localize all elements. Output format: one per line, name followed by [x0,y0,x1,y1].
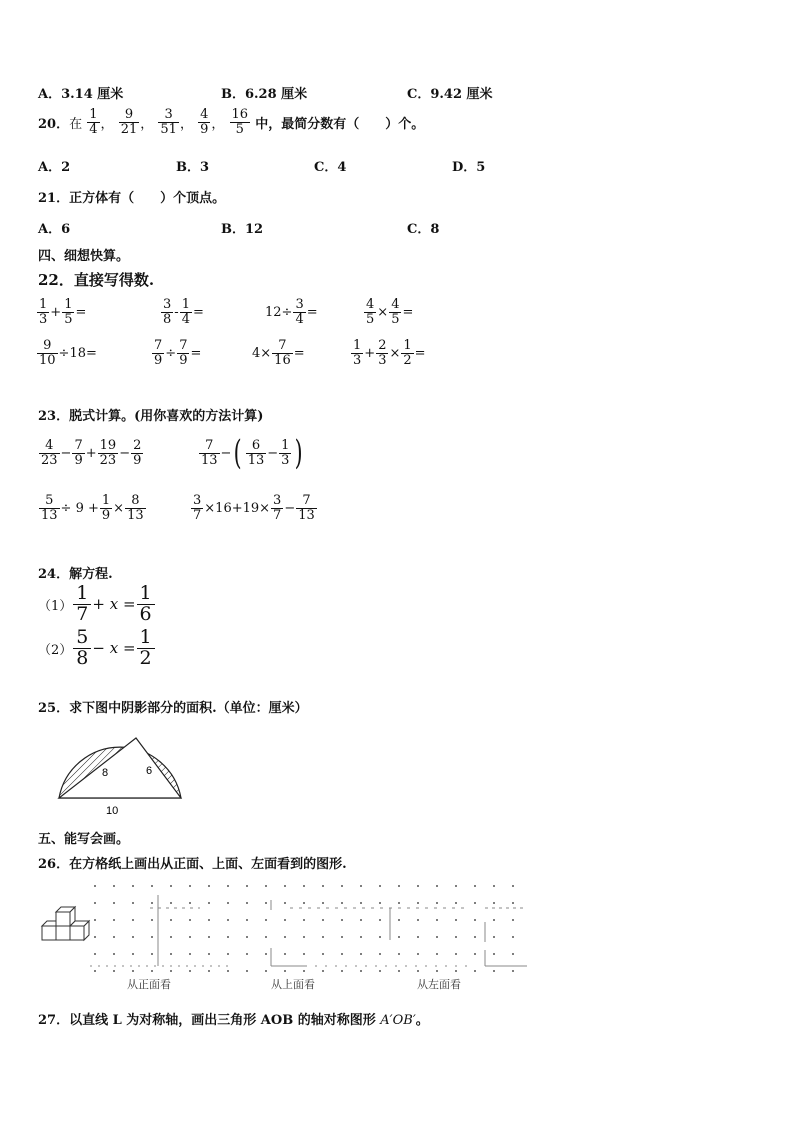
q22-r2-e1: $\frac{9}{10}$ ÷18= [39,338,97,368]
q24-equation-1: （1） $\frac{1}{7}$ + x = $\frac{1}{6}$ [38,584,156,625]
grid-dot [284,953,286,955]
grid-dot [417,919,419,921]
q21-option-c: C．8 [407,222,440,237]
q20-fraction-2: $\frac{9}{21}$ [120,107,138,137]
grid-dot [379,970,381,972]
grid-dot [227,970,229,972]
grid-dot [151,953,153,955]
grid-dot [170,953,172,955]
grid-dot [512,953,514,955]
grid-dot [455,970,457,972]
grid-dot [94,919,96,921]
grid-dot [398,953,400,955]
grid-dot [436,953,438,955]
grid-dot [322,902,324,904]
grid-dot [113,919,115,921]
grid-dot [436,902,438,904]
grid-dot [246,953,248,955]
q22-r1-e1: $\frac{1}{3}$ + $\frac{1}{5}$ = [39,297,87,327]
grid-dot [303,970,305,972]
grid-dot [132,885,134,887]
grid-dot [246,919,248,921]
q20-question: 20．在 $\frac{1}{4}$ ， $\frac{9}{21}$ ， $\frac{3}{51}$ ， $\frac{4}{9}$ ， $\frac{16}{5}$ 中，最简分数有（ ）个。 [38,107,425,137]
q23-expr-2: $\frac{7}{13}$ −( $\frac{6}{13}$ − $\frac{1}{3}$ ) [201,433,304,473]
grid-dot [379,919,381,921]
caption-left-view: 从左面看 [417,978,461,991]
grid-dot [189,970,191,972]
dot-grid-paper [90,880,530,974]
q20-number: 20． [38,116,70,132]
grid-dot [417,936,419,938]
grid-dot [227,885,229,887]
grid-dot [113,885,115,887]
q20-suffix: 中，最简分数有（ ）个。 [255,116,425,132]
q20-option-b: B．3 [176,160,210,175]
grid-dot [417,885,419,887]
grid-dot [398,919,400,921]
grid-dot [303,919,305,921]
grid-dot [436,885,438,887]
q22-r1-e3: 12÷ $\frac{3}{4}$ = [265,297,318,327]
grid-dot [436,936,438,938]
grid-dot [512,919,514,921]
grid-dot [132,953,134,955]
q27-text: 27．以直线 L 为对称轴，画出三角形 AOB 的轴对称图形 [38,1013,376,1028]
q20-prefix: 在 [69,116,83,132]
q26-title: 26．在方格纸上画出从正面、上面、左面看到的图形. [38,857,347,872]
grid-dot [512,902,514,904]
grid-dot [94,936,96,938]
grid-dot [113,970,115,972]
grid-dot [398,902,400,904]
grid-dot [284,885,286,887]
grid-dot [208,970,210,972]
grid-dot [360,902,362,904]
grid-dot [94,970,96,972]
grid-dot [113,953,115,955]
grid-dot [379,902,381,904]
grid-dot [341,885,343,887]
q27-math: A′OB′ [380,1013,416,1028]
grid-dot [265,885,267,887]
grid-dot [170,885,172,887]
grid-dot [208,936,210,938]
q22-title: 22．直接写得数. [38,271,155,289]
grid-dot [398,936,400,938]
grid-dot [379,885,381,887]
q20-option-c: C．4 [314,160,347,175]
grid-dot [322,970,324,972]
grid-dot [474,919,476,921]
q20-fraction-4: $\frac{4}{9}$ [200,107,209,137]
grid-dot [151,902,153,904]
grid-dot [94,953,96,955]
grid-dot [455,885,457,887]
grid-dot [246,885,248,887]
q21-option-b: B．12 [221,222,264,237]
grid-dot [493,936,495,938]
grid-dot [284,936,286,938]
q19-option-b: B．6.28 厘米 [221,87,308,102]
q21-question: 21．正方体有（ ）个顶点。 [38,191,226,206]
section-4-heading: 四、细想快算。 [38,249,130,264]
caption-top-view: 从上面看 [271,978,315,991]
grid-dot [455,953,457,955]
grid-dot [303,902,305,904]
grid-dot [398,885,400,887]
grid-dot [208,885,210,887]
grid-dot [322,919,324,921]
grid-dot [455,919,457,921]
grid-dot [246,902,248,904]
grid-dot [493,953,495,955]
q20-fraction-5: $\frac{16}{5}$ [231,107,249,137]
grid-dot [322,953,324,955]
grid-dot [227,936,229,938]
grid-dot [132,902,134,904]
grid-dot [303,953,305,955]
grid-dot [455,902,457,904]
grid-dot [360,936,362,938]
grid-dot [493,885,495,887]
grid-dot [417,953,419,955]
grid-dot [132,936,134,938]
grid-dot [417,902,419,904]
q27-question: 27．以直线 L 为对称轴，画出三角形 AOB 的轴对称图形 A′OB′。 [38,1013,429,1028]
grid-dot [512,885,514,887]
q19-option-c: C．9.42 厘米 [407,87,493,102]
grid-dot [341,902,343,904]
grid-dot [360,970,362,972]
grid-dot [303,885,305,887]
grid-dot [189,936,191,938]
q20-option-a: A．2 [38,160,71,175]
q25-label-6: 6 [146,765,153,777]
grid-dot [265,953,267,955]
grid-dot [132,919,134,921]
grid-dot [474,902,476,904]
q25-title: 25．求下图中阴影部分的面积.（单位：厘米） [38,701,308,716]
q24-title: 24．解方程. [38,567,113,582]
q25-label-10: 10 [106,805,119,817]
grid-dot [265,919,267,921]
grid-dot [208,902,210,904]
grid-dot [417,970,419,972]
grid-dot [94,902,96,904]
grid-dot [322,936,324,938]
grid-dot [341,970,343,972]
q22-r2-e3: 4× $\frac{7}{16}$ = [252,338,305,368]
grid-dot [227,953,229,955]
grid-dot [208,919,210,921]
q22-r2-e2: $\frac{7}{9}$ ÷ $\frac{7}{9}$ = [154,338,202,368]
grid-dot [189,902,191,904]
grid-dot [189,885,191,887]
q23-expr-1: $\frac{4}{23}$ − $\frac{7}{9}$ + $\frac{19}{23}$ − $\frac{2}{9}$ [41,438,142,468]
grid-dot [322,885,324,887]
grid-dot [284,902,286,904]
section-5-heading: 五、能写会画。 [38,832,130,847]
grid-dot [208,953,210,955]
grid-dot [284,919,286,921]
grid-dot [341,936,343,938]
q25-label-8: 8 [102,767,109,779]
grid-dot [170,936,172,938]
q23-title: 23．脱式计算。(用你喜欢的方法计算) [38,409,264,424]
q24-equation-2: （2） $\frac{5}{8}$ − x = $\frac{1}{2}$ [38,628,156,669]
q19-option-a: A．3.14 厘米 [38,87,124,102]
grid-dot [227,902,229,904]
grid-dot [493,919,495,921]
q22-r1-e4: $\frac{4}{5}$ × $\frac{4}{5}$ = [366,297,414,327]
q23-expr-3: $\frac{5}{13}$ ÷ 9 + $\frac{1}{9}$ × $\frac{8}{13}$ [41,493,144,523]
grid-dot [303,936,305,938]
grid-dot [113,902,115,904]
cube-stack-figure [38,900,98,944]
q20-fraction-1: $\frac{1}{4}$ [89,107,98,137]
grid-dot [474,936,476,938]
grid-dot [455,936,457,938]
grid-dot [474,885,476,887]
grid-dot [151,919,153,921]
grid-dot [512,970,514,972]
grid-dot [436,919,438,921]
grid-dot [189,919,191,921]
grid-dot [189,953,191,955]
grid-dot [360,885,362,887]
grid-dot [132,970,134,972]
q22-r1-e2: $\frac{3}{8}$ - $\frac{1}{4}$ = [163,297,204,327]
grid-dot [474,970,476,972]
grid-dot [170,919,172,921]
grid-dot [493,970,495,972]
grid-dot [227,919,229,921]
grid-dot [151,970,153,972]
grid-dot [398,970,400,972]
grid-dot [246,970,248,972]
grid-dot [246,936,248,938]
grid-dot [360,953,362,955]
grid-dot [265,970,267,972]
grid-dot [94,885,96,887]
grid-dot [512,936,514,938]
grid-dot [170,970,172,972]
q20-option-d: D．5 [452,160,486,175]
grid-dot [151,936,153,938]
grid-dot [360,919,362,921]
q20-fraction-3: $\frac{3}{51}$ [160,107,177,137]
q23-expr-4: $\frac{3}{7}$ ×16+19× $\frac{3}{7}$ − $\frac{7}{13}$ [193,493,315,523]
grid-dot [379,936,381,938]
q21-option-a: A．6 [38,222,71,237]
grid-dot [284,970,286,972]
q22-r2-e4: $\frac{1}{3}$ + $\frac{2}{3}$ × $\frac{1}{2}$ = [353,338,426,368]
caption-front-view: 从正面看 [127,978,171,991]
grid-dot [436,970,438,972]
grid-dot [474,953,476,955]
grid-dot [113,936,115,938]
grid-dot [265,902,267,904]
grid-dot [341,953,343,955]
grid-dot [170,902,172,904]
grid-dot [151,885,153,887]
grid-dot [379,953,381,955]
grid-dot [341,919,343,921]
semicircle-figure [54,730,189,822]
grid-dot [265,936,267,938]
grid-dot [493,902,495,904]
